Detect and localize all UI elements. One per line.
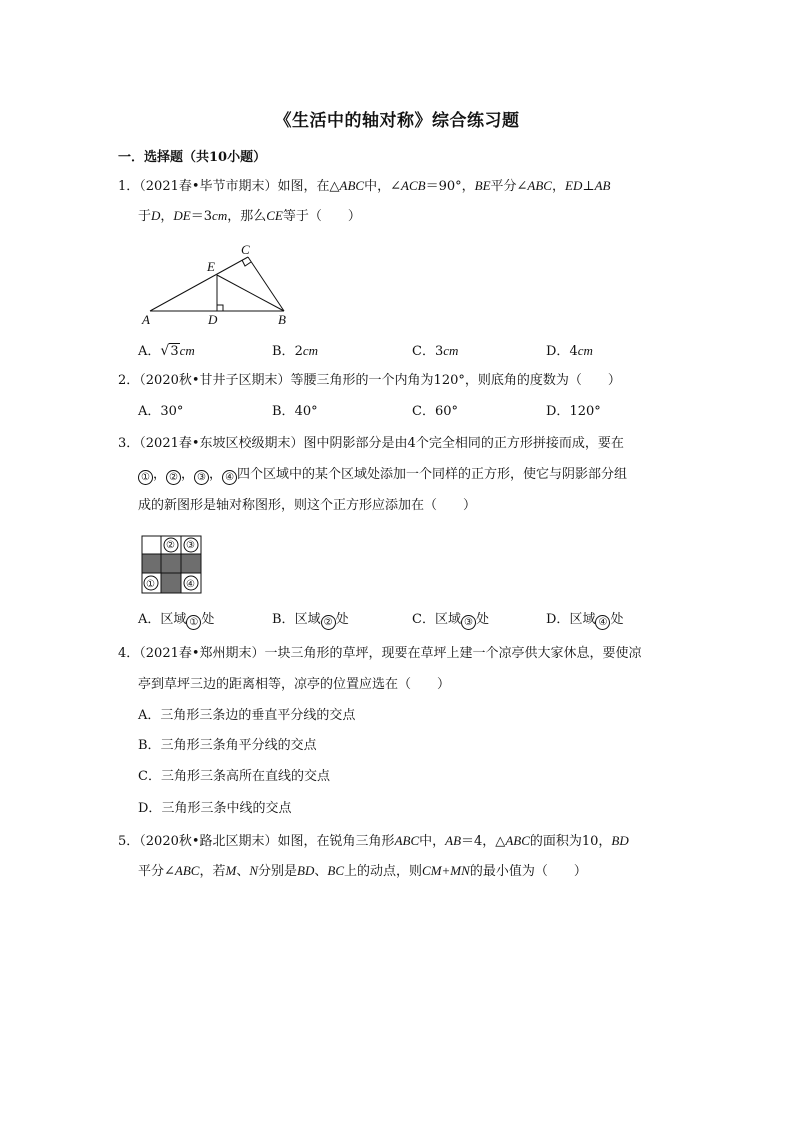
question-4-line-2: 亭到草坪三边的距离相等，凉亭的位置应选在（ ） — [138, 677, 451, 692]
shaded-cell — [181, 554, 201, 573]
label-e: E — [207, 259, 215, 274]
question-1-line-1: 1．（2021春•毕节市期末）如图，在△ABC中，∠ACB＝90°，BE平分∠ABC，ED⊥AB — [118, 178, 611, 194]
shaded-cell — [161, 573, 181, 593]
label-d: D — [208, 312, 218, 327]
section-title: 一．选择题（共10小题） — [118, 150, 267, 165]
q2-option-c[interactable]: C．60° — [412, 404, 458, 419]
q3-option-d[interactable]: D．区域 ④ 处 — [546, 612, 624, 628]
question-3-line-2: ① ， ② ， ③ ， ④ 四个区域中的某个区域处添加一个同样的正方形，使它与阴影部分组 — [138, 466, 708, 485]
question-4-line-1: 4．（2021春•郑州期末）一块三角形的草坪，现要在草坪上建一个凉亭供大家休息，要使凉 — [118, 646, 642, 661]
question-2-line-1: 2．（2020秋•甘井子区期末）等腰三角形的一个内角为120°，则底角的度数为（ ） — [118, 373, 621, 388]
grid-label-4: ④ — [186, 579, 195, 590]
q1-option-d[interactable]: D．4cm — [546, 343, 593, 359]
question-5-line-1: 5．（2020秋•路北区期末）如图，在锐角三角形ABC中，AB＝4，△ABC的面积为10，BD — [118, 833, 629, 849]
sqrt-symbol: √3 — [160, 343, 179, 359]
q1-option-b[interactable]: B．2cm — [272, 343, 319, 359]
question-number: 1． — [118, 179, 140, 194]
label-b: B — [278, 312, 286, 327]
right-angle-mark-d — [217, 305, 223, 311]
label-c: C — [241, 242, 250, 257]
q2-option-b[interactable]: B．40° — [272, 404, 318, 419]
q4-option-a[interactable]: A．三角形三条边的垂直平分线的交点 — [138, 708, 356, 723]
q4-option-b[interactable]: B．三角形三条角平分线的交点 — [138, 738, 317, 753]
grid-label-1: ① — [146, 579, 155, 590]
question-source: （2021春•郑州期末） — [139, 646, 265, 661]
q3-option-c[interactable]: C．区域 ③ 处 — [412, 612, 489, 628]
triangle-figure — [138, 240, 298, 330]
segment-eb — [217, 275, 284, 311]
q4-option-d[interactable]: D．三角形三条中线的交点 — [138, 801, 292, 816]
question-source: （2021春•东坡区校级期末） — [139, 436, 304, 451]
q4-option-c[interactable]: C．三角形三条高所在直线的交点 — [138, 769, 330, 784]
question-3-line-1: 3．（2021春•东坡区校级期末）图中阴影部分是由4个完全相同的正方形拼接而成，要在 — [118, 436, 624, 451]
right-angle-mark-c — [242, 260, 251, 266]
grid-label-2: ② — [166, 540, 175, 551]
question-number: 3． — [118, 436, 140, 451]
q1-option-c[interactable]: C．3cm — [412, 343, 459, 359]
q2-option-a[interactable]: A．30° — [138, 404, 184, 419]
page-title: 《生活中的轴对称》综合练习题 — [274, 111, 520, 131]
shaded-cell — [142, 554, 161, 573]
q1-option-a[interactable]: A．√3cm — [138, 343, 195, 359]
shaded-cell — [161, 554, 181, 573]
question-number: 5． — [118, 834, 140, 849]
question-source: （2020秋•甘井子区期末） — [139, 373, 291, 388]
q3-option-b[interactable]: B．区域 ② 处 — [272, 612, 349, 628]
q2-option-d[interactable]: D．120° — [546, 404, 601, 419]
question-source: （2020秋•路北区期末） — [139, 834, 278, 849]
question-number: 4． — [118, 646, 140, 661]
question-5-line-2: 平分∠ABC，若M、N分别是BD、BC上的动点，则CM+MN的最小值为（ ） — [138, 863, 587, 879]
question-number: 2． — [118, 373, 140, 388]
question-1-line-2: 于D，DE＝3cm，那么CE等于（ ） — [138, 208, 361, 224]
label-a: A — [142, 312, 150, 327]
q3-option-a[interactable]: A．区域 ① 处 — [138, 612, 215, 628]
segment-cb — [248, 257, 284, 311]
question-3-line-3: 成的新图形是轴对称图形，则这个正方形应添加在（ ） — [138, 498, 477, 513]
grid-label-3: ③ — [186, 540, 195, 551]
question-source: （2021春•毕节市期末） — [139, 179, 278, 194]
